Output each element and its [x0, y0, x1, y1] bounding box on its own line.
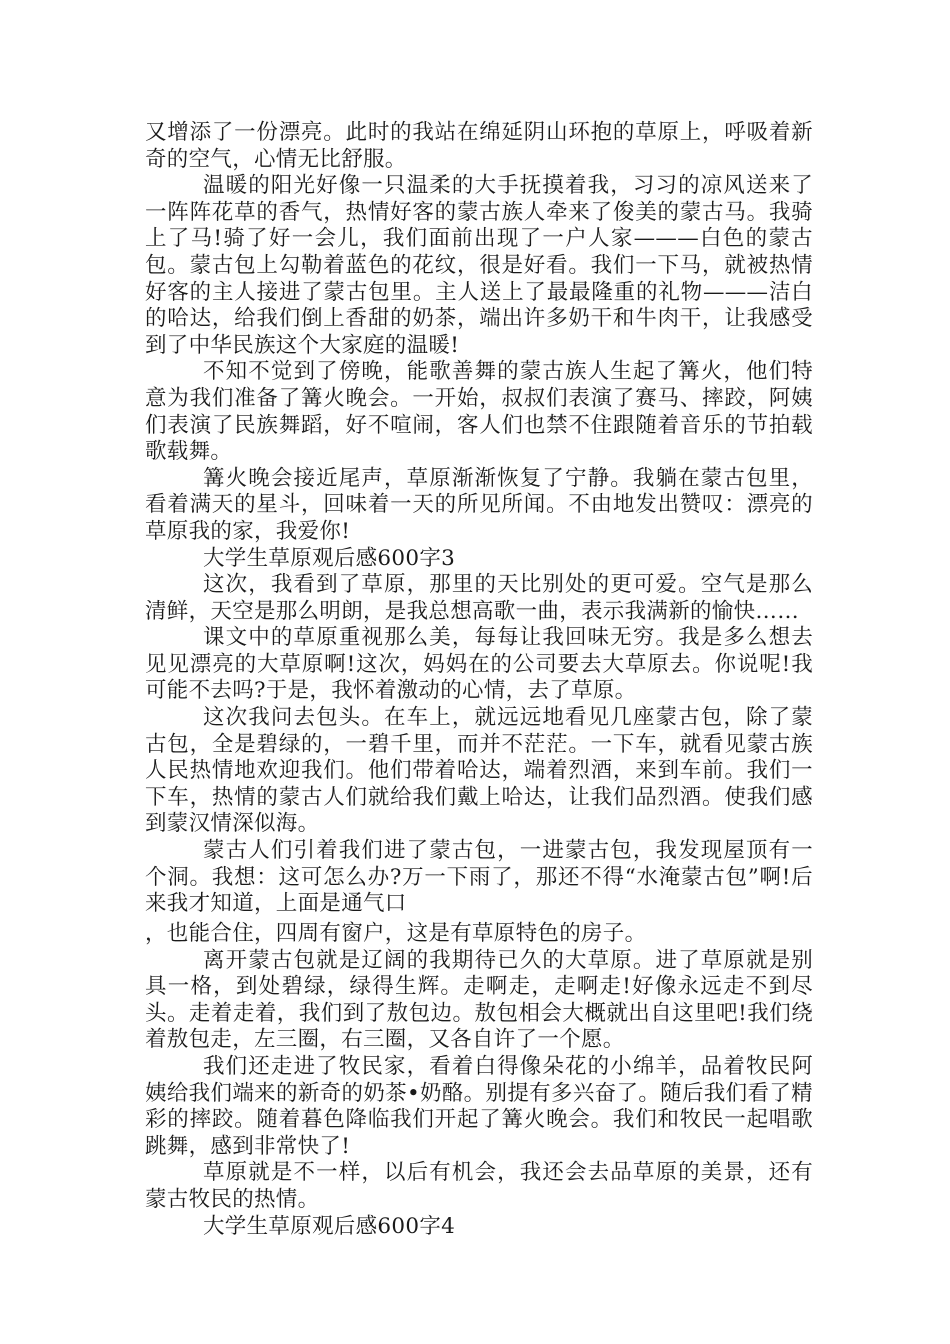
paragraph-textbook: 课文中的草原重视那么美，每每让我回味无穷。我是多么想去见见漂亮的大草原啊!这次，妈妈在的公司要去大草原去。你说呢!我可能不去吗?于是，我怀着激动的心情，去了草原。: [145, 625, 813, 704]
paragraph-sunshine: 温暖的阳光好像一只温柔的大手抚摸着我，习习的凉风送来了一阵阵花草的香气，热情好客的蒙古族人牵来了俊美的蒙古马。我骑上了马!骑了好一会儿，我们面前出现了一户人家———白色的蒙古包。蒙古包上勾勒着蓝色的花纹，很是好看。我们一下马，就被热情好客的主人接进了蒙古包里。主人送上了最最隆重的礼物———洁白的哈达，给我们倒上香甜的奶茶，端出许多奶干和牛肉干，让我感受到了中华民族这个大家庭的温暖!: [145, 173, 813, 358]
text-block-lower: [145, 921, 813, 1240]
section-heading-3: 大学生草原观后感600字3: [203, 545, 456, 571]
paragraph-grassland: 离开蒙古包就是辽阔的我期待已久的大草原。进了草原就是别具一格，到处碧绿，绿得生辉。走啊走，走啊走!好像永远走不到尽头。走着走着，我们到了敖包边。敖包相会大概就出自这里吧!我们绕着敖包走，左三圈，右三圈，又各自许了一个愿。: [145, 947, 813, 1053]
paragraph-yurt-hole: 蒙古人们引着我们进了蒙古包，一进蒙古包，我发现屋顶有一个洞。我想：这可怎么办?万一下雨了，那还不得“水淹蒙古包”啊!后来我才知道，上面是通气口: [145, 838, 813, 917]
paragraph-baotou: 这次我问去包头。在车上，就远远地看见几座蒙古包，除了蒙古包，全是碧绿的，一碧千里，而并不茫茫。一下车，就看见蒙古族人民热情地欢迎我们。他们带着哈达，端着烈酒，来到车前。我们一下车，热情的蒙古人们就给我们戴上哈达，让我们品烈酒。使我们感到蒙汉情深似海。: [145, 705, 813, 837]
paragraph-herdsmen: 我们还走进了牧民家，看着白得像朵花的小绵羊，品着牧民阿姨给我们端来的新奇的奶茶•奶酪。别提有多兴奋了。随后我们看了精彩的摔跤。随着暮色降临我们开起了篝火晚会。我们和牧民一起唱歌跳舞，感到非常快了!: [145, 1053, 813, 1159]
paragraph-continuation-2: ，也能合住，四周有窗户，这是有草原特色的房子。: [145, 921, 647, 946]
text-block-upper: [145, 120, 813, 918]
paragraph-sky: 这次，我看到了草原，那里的天比别处的更可爱。空气是那么清鲜，天空是那么明朗，是我总想高歌一曲，表示我满新的愉快……: [145, 572, 813, 624]
paragraph-night: 篝火晚会接近尾声，草原渐渐恢复了宁静。我躺在蒙古包里，看着满天的星斗，回味着一天的所见所闻。不由地发出赞叹：漂亮的草原我的家，我爱你!: [145, 465, 813, 544]
section-heading-4: 大学生草原观后感600字4: [203, 1213, 456, 1239]
paragraph-bonfire: 不知不觉到了傍晚，能歌善舞的蒙古族人生起了篝火，他们特意为我们准备了篝火晚会。一开始，叔叔们表演了赛马、摔跤，阿姨们表演了民族舞蹈，好不喧闹，客人们也禁不住跟随着音乐的节拍载歌载舞。: [145, 359, 813, 465]
paragraph-continuation: 又增添了一份漂亮。此时的我站在绵延阴山环抱的草原上，呼吸着新奇的空气，心情无比舒服。: [145, 120, 813, 172]
paragraph-conclusion: 草原就是不一样，以后有机会，我还会去品草原的美景，还有蒙古牧民的热情。: [145, 1160, 813, 1212]
